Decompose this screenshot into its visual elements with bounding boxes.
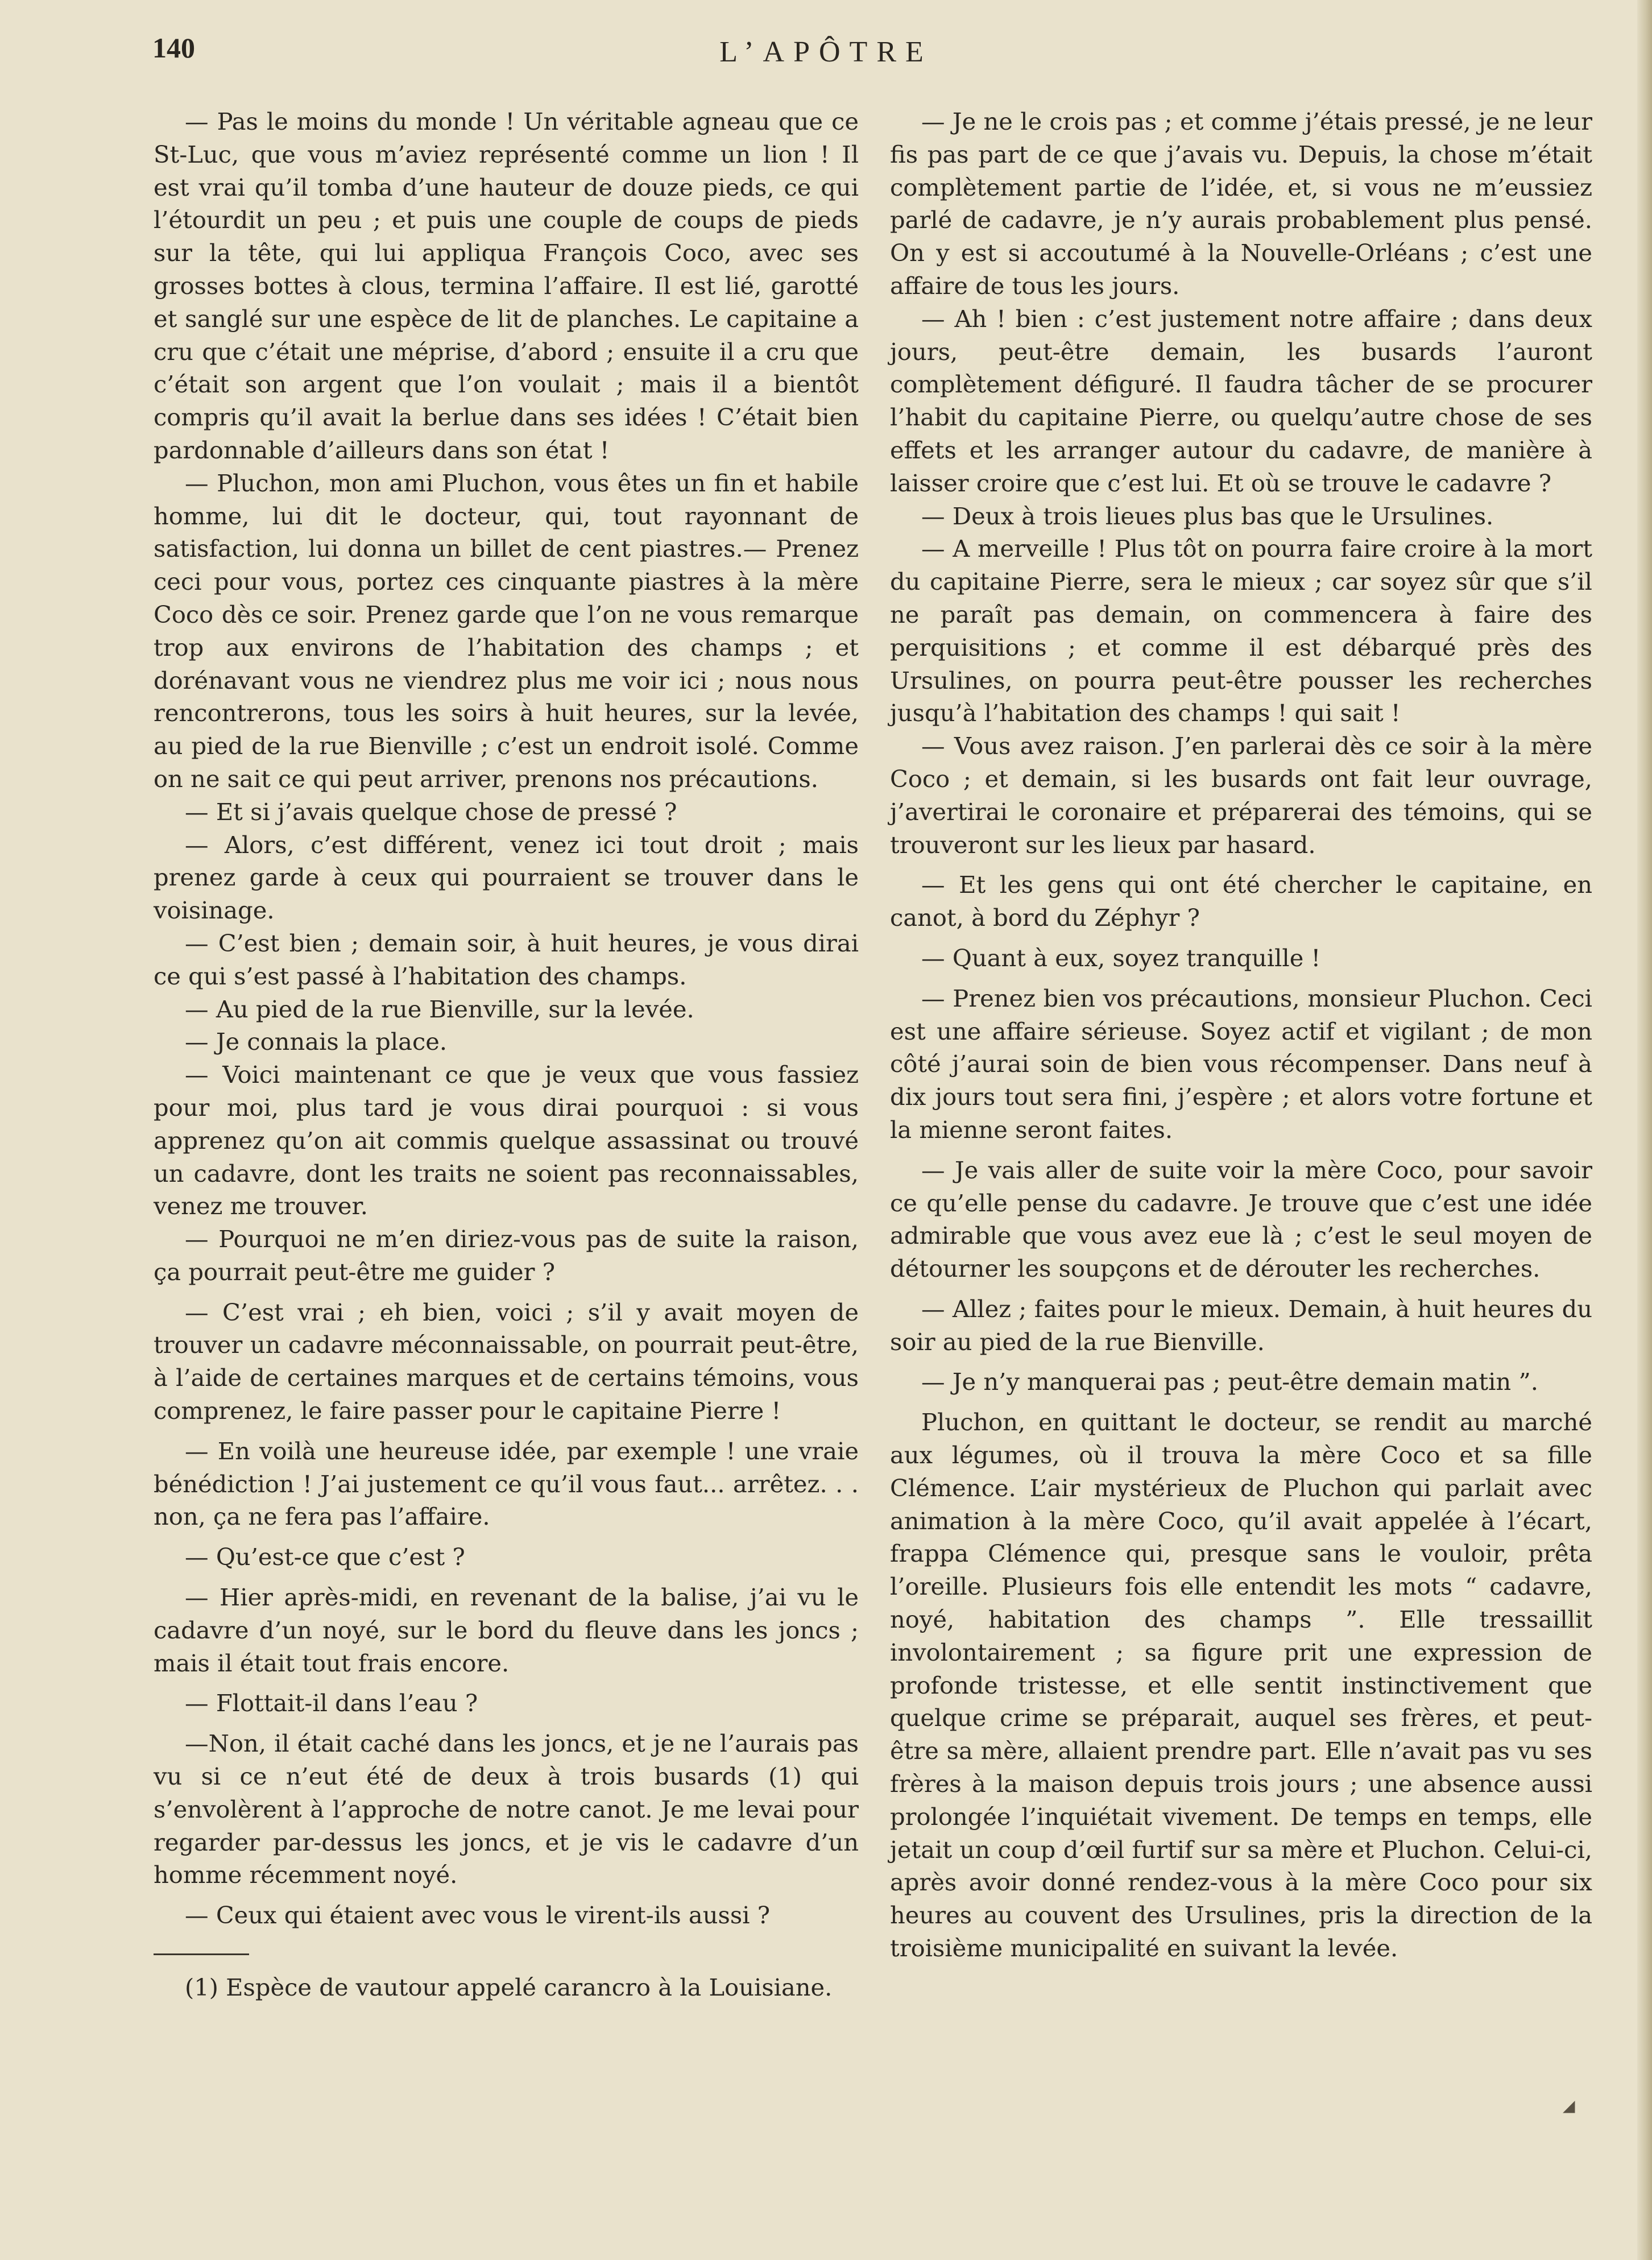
paragraph: — Ah ! bien : c’est justement notre affaire ; dans deux jours, peut-être demain, les busards l’auront complètement défiguré. Il faudra tâcher de se procurer l’habit du capitaine Pierre, ou quelqu’autre chose de ses effets et les arranger autour du cadavre, de manière à laisser croire que c’est lui. Et où se trouve le cadavre ? [890, 304, 1592, 497]
paragraph: — Pourquoi ne m’en diriez-vous pas de suite la raison, ça pourrait peut-être me guider ? [154, 1225, 859, 1286]
corner-ink-mark-icon: ◢ [1563, 2096, 1575, 2115]
paragraph: — Quant à eux, soyez tranquille ! [921, 943, 1321, 972]
paragraph: — Pluchon, mon ami Pluchon, vous êtes un fin et habile homme, lui dit le docteur, qui, tout rayonnant de satisfaction, lui donna un billet de cent piastres.— Prenez ceci pour vous, portez ces cinquante piastres à la mère Coco dès ce soir. Prenez garde que l’on ne vous remarque trop aux environs de l’habitation des champs ; et dorénavant vous ne viendrez plus me voir ici ; nous nous rencontrerons, tous les soirs à huit heures, sur la levée, au pied de la rue Bienville ; c’est un endroit isolé. Comme on ne sait ce qui peut arriver, prenons nos précautions. [154, 469, 859, 793]
paragraph: Pluchon, en quittant le docteur, se rendit au marché aux légumes, où il trouva la mère Coco et sa fille Clémence. L’air mystérieux de Pluchon qui parlait avec animation à la mère Coco, qu’il avait appelée à l’écart, frappa Clémence qui, presque sans le vouloir, prêta l’oreille. Plusieurs fois elle entendit les mots “ cadavre, noyé, habitation des champs ”. Elle tressaillit involontairement ; sa figure prit une expression de profonde tristesse, et elle sentit instinctivement que quelque crime se préparait, auquel ses frères, et peut-être sa mère, allaient prendre part. Elle n’avait pas vu ses frères à la maison depuis trois jours ; une absence aussi prolongée l’inquiétait vivement. De temps en temps, elle jetait un coup d’œil furtif sur sa mère et Pluchon. Celui-ci, après avoir donné rendez-vous à la mère Coco pour six heures au couvent des Ursulines, pris la direction de la troisième municipalité en suivant la levée. [890, 1408, 1592, 1963]
paragraph: — Flottait-il dans l’eau ? [185, 1689, 478, 1717]
paragraph: — Pas le moins du monde ! Un véritable agneau que ce St-Luc, que vous m’aviez représenté comme un lion ! Il est vrai qu’il tomba d’une hauteur de douze pieds, ce qui l’étourdit un peu ; et puis une couple de coups de pieds sur la tête, qui lui appliqua François Coco, avec ses grosses bottes à clous, termina l’affaire. Il est lié, garotté et sanglé sur une espèce de lit de planches. Le capitaine a cru que c’était une méprise, d’abord ; ensuite il a cru que c’était son argent que l’on voulait ; mais il a bientôt compris qu’il avait la berlue dans ses idées ! C’était bien pardonnable d’ailleurs dans son état ! [154, 107, 859, 464]
paragraph: — Allez ; faites pour le mieux. Demain, à huit heures du soir au pied de la rue Bienville. [890, 1294, 1592, 1356]
paragraph: — Et si j’avais quelque chose de pressé ? [185, 797, 677, 826]
paragraph: — A merveille ! Plus tôt on pourra faire croire à la mort du capitaine Pierre, sera le mieux ; car soyez sûr que s’il ne paraît pas demain, on commencera à faire des perquisitions ; et comme il est débarqué près des Ursulines, on pourra peut-être pousser les recherches jusqu’à l’habitation des champs ! qui sait ! [890, 535, 1592, 727]
paragraph: — Je connais la place. [185, 1028, 448, 1056]
paragraph: — Je vais aller de suite voir la mère Coco, pour savoir ce qu’elle pense du cadavre. Je trouve que c’est une idée admirable que vous avez eue là ; c’est le seul moyen de détourner les soupçons et de dérouter les recherches. [890, 1156, 1592, 1283]
paragraph: — C’est vrai ; eh bien, voici ; s’il y avait moyen de trouver un cadavre méconnaissable, on pourrait peut-être, à l’aide de certaines marques et de certains témoins, vous comprenez, le faire passer pour le capitaine Pierre ! [154, 1298, 859, 1425]
paragraph: — Au pied de la rue Bienville, sur la levée. [185, 995, 694, 1023]
paragraph: — C’est bien ; demain soir, à huit heures, je vous dirai ce qui s’est passé à l’habitation des champs. [154, 929, 859, 990]
footnote: (1) Espèce de vautour appelé carancro à la Louisiane. [185, 1973, 833, 2002]
paragraph: — Prenez bien vos précautions, monsieur Pluchon. Ceci est une affaire sérieuse. Soyez actif et vigilant ; de mon côté j’aurai soin de bien vous récompenser. Dans neuf à dix jours tout sera fini, j’espère ; et alors votre fortune et la mienne seront faites. [890, 984, 1592, 1144]
footnote-rule [154, 1953, 249, 1955]
paragraph: — Et les gens qui ont été chercher le capitaine, en canot, à bord du Zéphyr ? [890, 871, 1592, 932]
paragraph: — En voilà une heureuse idée, par exemple ! une vraie bénédiction ! J’ai justement ce qu’il vous faut... arrêtez. . . non, ça ne fera pas l’affaire. [154, 1437, 859, 1531]
running-title: L’APÔTRE [719, 36, 933, 68]
left-column [154, 105, 859, 2004]
page-number: 140 [152, 32, 195, 64]
paragraph: — Deux à trois lieues plus bas que le Ursulines. [921, 502, 1494, 530]
paragraph: — Vous avez raison. J’en parlerai dès ce soir à la mère Coco ; et demain, si les busards ont fait leur ouvrage, j’avertirai le coronaire et préparerai des témoins, qui se trouveront sur les lieux par hasard. [890, 732, 1592, 859]
paragraph: — Hier après-midi, en revenant de la balise, j’ai vu le cadavre d’un noyé, sur le bord du fleuve dans les joncs ; mais il était tout frais encore. [154, 1583, 859, 1677]
paragraph: — Je n’y manquerai pas ; peut-être demain matin ”. [921, 1368, 1538, 1396]
paragraph: — Voici maintenant ce que je veux que vous fassiez pour moi, plus tard je vous dirai pourquoi : si vous apprenez qu’on ait commis quelque assassinat ou trouvé un cadavre, dont les traits ne soient pas reconnaissables, venez me trouver. [154, 1061, 859, 1220]
page-binding-edge [1637, 0, 1652, 2260]
right-column [890, 105, 1592, 1965]
paragraph: — Qu’est-ce que c’est ? [185, 1543, 465, 1571]
paragraph: —Non, il était caché dans les joncs, et je ne l’aurais pas vu si ce n’eut été de deux à trois busards (1) qui s’envolèrent à l’approche de notre canot. Je me levai pour regarder par-dessus les joncs, et je vis le cadavre d’un homme récemment noyé. [154, 1729, 859, 1889]
paragraph: — Je ne le crois pas ; et comme j’étais pressé, je ne leur fis pas part de ce que j’avais vu. Depuis, la chose m’était complètement partie de l’idée, et, si vous ne m’eussiez parlé de cadavre, je n’y aurais probablement plus pensé. On y est si accoutumé à la Nouvelle-Orléans ; c’est une affaire de tous les jours. [890, 107, 1592, 300]
paragraph: — Ceux qui étaient avec vous le virent-ils aussi ? [185, 1901, 771, 1930]
paragraph: — Alors, c’est différent, venez ici tout droit ; mais prenez garde à ceux qui pourraient se trouver dans le voisinage. [154, 830, 859, 925]
